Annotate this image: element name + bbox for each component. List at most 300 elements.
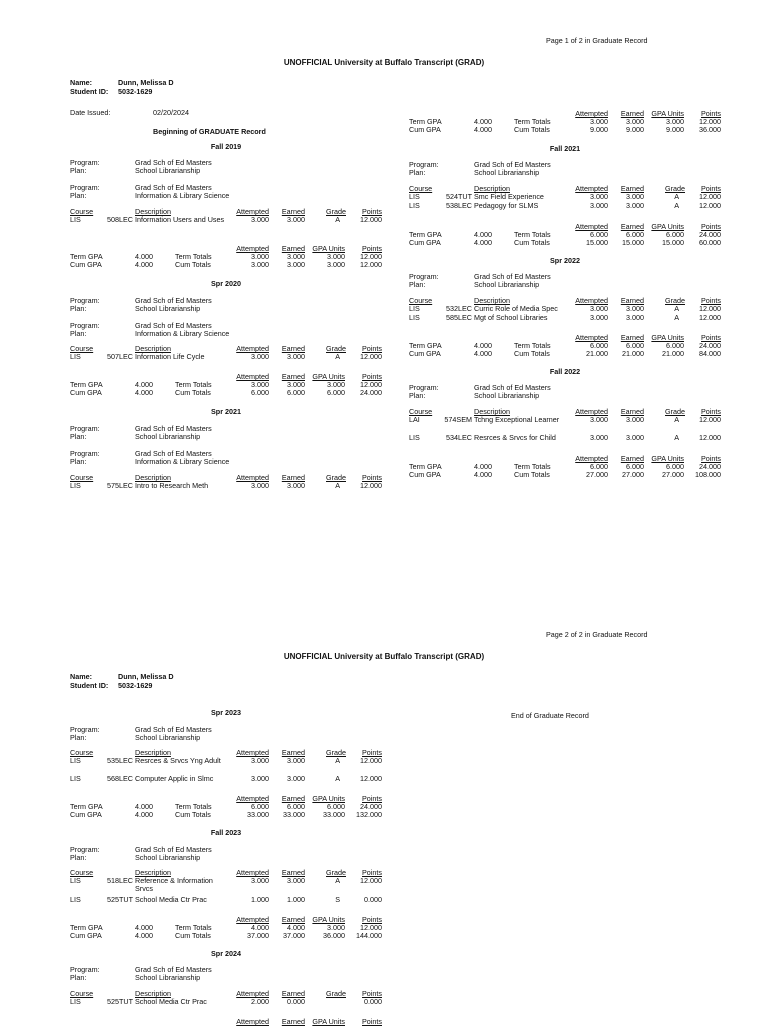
col-description: Description: [135, 748, 171, 757]
col-earned: Earned: [620, 407, 644, 416]
cum-units: 36.000: [323, 931, 345, 940]
term-totals-label: Term Totals: [175, 802, 212, 811]
tot-gpaunits-h: GPA Units: [312, 244, 345, 253]
term-units: 3.000: [666, 117, 684, 126]
course-attempted: 3.000: [251, 756, 269, 765]
course-grade: A: [335, 215, 340, 224]
course-attempted: 1.000: [251, 895, 269, 904]
cum-gpa-label: Cum GPA: [409, 349, 441, 358]
cum-points: 36.000: [699, 125, 721, 134]
course-grade: A: [674, 304, 679, 313]
plan-label: Plan:: [70, 432, 87, 441]
col-grade: Grade: [665, 184, 685, 193]
program-value: Grad Sch of Ed Masters: [135, 424, 212, 433]
term-points: 24.000: [699, 230, 721, 239]
tot-attempted-h: Attempted: [236, 372, 269, 381]
course-number: 568LEC: [107, 774, 133, 783]
col-attempted: Attempted: [236, 989, 269, 998]
course-earned: 1.000: [287, 895, 305, 904]
tot-gpaunits-h: GPA Units: [651, 109, 684, 118]
col-course: Course: [70, 207, 94, 216]
col-attempted: Attempted: [575, 184, 608, 193]
course-subject: LIS: [409, 304, 420, 313]
tot-attempted-h: Attempted: [236, 915, 269, 924]
name-label: Name:: [70, 78, 92, 87]
end-record: End of Graduate Record: [511, 711, 589, 720]
term-earned: 6.000: [626, 341, 644, 350]
course-grade: A: [335, 352, 340, 361]
cum-totals-label: Cum Totals: [514, 125, 550, 134]
course-attempted: 3.000: [590, 201, 608, 210]
course-points: 12.000: [699, 201, 721, 210]
course-description: Resrces & Srvcs for Child: [474, 433, 556, 442]
program-label: Program:: [70, 449, 100, 458]
cum-gpa: 4.000: [135, 810, 153, 819]
course-subject: LIS: [70, 876, 81, 885]
cum-units: 3.000: [327, 260, 345, 269]
program-label: Program:: [70, 965, 100, 974]
col-earned: Earned: [620, 296, 644, 305]
course-attempted: 2.000: [251, 997, 269, 1006]
term-earned: 3.000: [287, 380, 305, 389]
cum-totals-label: Cum Totals: [175, 810, 211, 819]
term-units: 6.000: [666, 230, 684, 239]
course-points: 0.000: [364, 895, 382, 904]
cum-points: 108.000: [695, 470, 721, 479]
tot-gpaunits-h: GPA Units: [312, 794, 345, 803]
transcript-title: UNOFFICIAL University at Buffalo Transcript (GRAD): [283, 58, 485, 67]
cum-earned: 9.000: [626, 125, 644, 134]
cum-totals-label: Cum Totals: [175, 931, 211, 940]
term-title: Fall 2023: [210, 828, 242, 837]
course-earned: 0.000: [287, 997, 305, 1006]
col-description: Description: [474, 407, 510, 416]
tot-points-h: Points: [362, 372, 382, 381]
course-attempted: 3.000: [251, 215, 269, 224]
term-earned: 3.000: [626, 117, 644, 126]
col-attempted: Attempted: [575, 296, 608, 305]
course-attempted: 3.000: [590, 192, 608, 201]
cum-units: 27.000: [662, 470, 684, 479]
cum-earned: 37.000: [283, 931, 305, 940]
course-attempted: 3.000: [590, 304, 608, 313]
cum-totals-label: Cum Totals: [514, 470, 550, 479]
student-name: Dunn, Melissa D: [118, 78, 174, 87]
plan-value: Information & Library Science: [135, 457, 230, 466]
term-gpa-label: Term GPA: [70, 252, 103, 261]
course-points: 12.000: [699, 304, 721, 313]
plan-value: School Librarianship: [135, 166, 201, 175]
course-subject: LIS: [70, 774, 81, 783]
course-attempted: 3.000: [590, 433, 608, 442]
tot-attempted-h: Attempted: [575, 222, 608, 231]
col-course: Course: [409, 407, 433, 416]
cum-gpa-label: Cum GPA: [70, 388, 102, 397]
col-points: Points: [701, 184, 721, 193]
plan-label: Plan:: [70, 973, 87, 982]
course-attempted: 3.000: [251, 352, 269, 361]
term-earned: 3.000: [287, 252, 305, 261]
term-attempted: 6.000: [590, 462, 608, 471]
tot-attempted-h: Attempted: [575, 333, 608, 342]
course-earned: 3.000: [287, 876, 305, 885]
cum-gpa: 4.000: [135, 931, 153, 940]
course-description: Information Users and Uses: [135, 215, 225, 224]
tot-earned-h: Earned: [281, 915, 305, 924]
student-id: 5032-1629: [118, 87, 153, 96]
cum-totals-label: Cum Totals: [514, 238, 550, 247]
term-title: Spr 2023: [211, 708, 241, 717]
program-value: Grad Sch of Ed Masters: [135, 725, 212, 734]
term-title: Fall 2022: [549, 367, 581, 376]
tot-points-h: Points: [362, 1017, 382, 1026]
tot-earned-h: Earned: [281, 1017, 305, 1026]
student-name: Dunn, Melissa D: [118, 672, 174, 681]
course-attempted: 3.000: [590, 313, 608, 322]
term-attempted: 3.000: [251, 380, 269, 389]
term-gpa-label: Term GPA: [70, 923, 103, 932]
cum-earned: 27.000: [622, 470, 644, 479]
course-description: Pedagogy for SLMS: [474, 201, 539, 210]
program-label: Program:: [70, 296, 100, 305]
col-grade: Grade: [326, 473, 346, 482]
term-gpa: 4.000: [135, 923, 153, 932]
tot-points-h: Points: [701, 109, 721, 118]
term-units: 6.000: [666, 341, 684, 350]
plan-value: Information & Library Science: [135, 329, 230, 338]
col-description: Description: [135, 473, 171, 482]
col-course: Course: [70, 473, 94, 482]
tot-points-h: Points: [701, 454, 721, 463]
col-course: Course: [70, 989, 94, 998]
col-attempted: Attempted: [236, 207, 269, 216]
tot-gpaunits-h: GPA Units: [651, 333, 684, 342]
term-earned: 6.000: [626, 230, 644, 239]
course-points: 12.000: [699, 313, 721, 322]
col-description: Description: [135, 989, 171, 998]
course-subject: LIS: [70, 997, 81, 1006]
cum-attempted: 21.000: [586, 349, 608, 358]
term-attempted: 6.000: [590, 230, 608, 239]
course-attempted: 3.000: [251, 774, 269, 783]
course-number: 525TUT: [107, 895, 133, 904]
student-id: 5032-1629: [118, 681, 153, 690]
term-gpa: 4.000: [135, 380, 153, 389]
term-title: Spr 2024: [211, 949, 241, 958]
date-issued: 02/20/2024: [153, 108, 189, 117]
term-attempted: 4.000: [251, 923, 269, 932]
tot-attempted-h: Attempted: [236, 794, 269, 803]
program-label: Program:: [70, 158, 100, 167]
col-course: Course: [409, 296, 433, 305]
cum-points: 132.000: [356, 810, 382, 819]
transcript-title: UNOFFICIAL University at Buffalo Transcript (GRAD): [283, 652, 485, 661]
tot-points-h: Points: [362, 244, 382, 253]
program-label: Program:: [409, 383, 439, 392]
cum-gpa: 4.000: [135, 260, 153, 269]
cum-points: 12.000: [360, 260, 382, 269]
term-points: 24.000: [699, 341, 721, 350]
col-attempted: Attempted: [236, 748, 269, 757]
term-points: 12.000: [699, 117, 721, 126]
course-grade: A: [335, 876, 340, 885]
student-id-label: Student ID:: [70, 681, 109, 690]
course-points: 12.000: [360, 352, 382, 361]
plan-value: School Librarianship: [135, 733, 201, 742]
tot-earned-h: Earned: [620, 222, 644, 231]
col-course: Course: [70, 344, 94, 353]
plan-value: Information & Library Science: [135, 191, 230, 200]
course-description: Resrces & Srvcs Yng Adult: [135, 756, 221, 765]
program-value: Grad Sch of Ed Masters: [474, 160, 551, 169]
course-subject: LIS: [70, 215, 81, 224]
term-units: 3.000: [327, 252, 345, 261]
term-totals-label: Term Totals: [175, 252, 212, 261]
course-description: Information Life Cycle: [135, 352, 205, 361]
term-points: 24.000: [360, 802, 382, 811]
course-subject: LIS: [70, 895, 81, 904]
cum-gpa-label: Cum GPA: [409, 470, 441, 479]
col-earned: Earned: [281, 989, 305, 998]
col-earned: Earned: [281, 868, 305, 877]
course-attempted: 3.000: [251, 876, 269, 885]
plan-value: School Librarianship: [135, 973, 201, 982]
col-earned: Earned: [281, 344, 305, 353]
col-points: Points: [362, 748, 382, 757]
course-number: 524TUT: [446, 192, 472, 201]
term-points: 12.000: [360, 923, 382, 932]
term-gpa: 4.000: [135, 252, 153, 261]
cum-attempted: 3.000: [251, 260, 269, 269]
course-earned: 3.000: [626, 415, 644, 424]
col-attempted: Attempted: [236, 344, 269, 353]
course-number: 534LEC: [446, 433, 472, 442]
program-label: Program:: [70, 845, 100, 854]
cum-attempted: 15.000: [586, 238, 608, 247]
cum-attempted: 27.000: [586, 470, 608, 479]
course-points: 12.000: [360, 215, 382, 224]
course-earned: 3.000: [626, 201, 644, 210]
plan-value: School Librarianship: [135, 853, 201, 862]
course-grade: A: [674, 192, 679, 201]
term-gpa: 4.000: [135, 802, 153, 811]
term-gpa-label: Term GPA: [409, 462, 442, 471]
col-description: Description: [135, 344, 171, 353]
cum-attempted: 33.000: [247, 810, 269, 819]
course-subject: LIS: [70, 481, 81, 490]
tot-points-h: Points: [701, 333, 721, 342]
name-label: Name:: [70, 672, 92, 681]
course-points: 12.000: [360, 774, 382, 783]
course-points: 12.000: [360, 876, 382, 885]
plan-label: Plan:: [409, 391, 426, 400]
plan-value: School Librarianship: [135, 304, 201, 313]
term-gpa: 4.000: [474, 230, 492, 239]
term-gpa: 4.000: [474, 462, 492, 471]
cum-units: 9.000: [666, 125, 684, 134]
cum-gpa-label: Cum GPA: [70, 260, 102, 269]
cum-gpa: 4.000: [474, 125, 492, 134]
plan-label: Plan:: [70, 733, 87, 742]
begin-record: Beginning of GRADUATE Record: [153, 127, 266, 136]
cum-gpa: 4.000: [474, 238, 492, 247]
term-attempted: 6.000: [251, 802, 269, 811]
term-points: 12.000: [360, 252, 382, 261]
col-attempted: Attempted: [236, 868, 269, 877]
tot-earned-h: Earned: [620, 454, 644, 463]
col-earned: Earned: [281, 748, 305, 757]
course-description: Intro to Research Meth: [135, 481, 209, 490]
plan-label: Plan:: [409, 280, 426, 289]
col-points: Points: [362, 868, 382, 877]
col-course: Course: [409, 184, 433, 193]
col-course: Course: [70, 868, 94, 877]
course-description: School Media Ctr Prac: [135, 997, 207, 1006]
term-title: Spr 2020: [211, 279, 241, 288]
program-value: Grad Sch of Ed Masters: [474, 383, 551, 392]
term-earned: 6.000: [626, 462, 644, 471]
course-grade: A: [335, 774, 340, 783]
term-title: Fall 2019: [210, 142, 242, 151]
plan-label: Plan:: [70, 853, 87, 862]
term-totals-label: Term Totals: [175, 923, 212, 932]
course-number: 507LEC: [107, 352, 133, 361]
course-earned: 3.000: [626, 313, 644, 322]
course-number: 508LEC: [107, 215, 133, 224]
cum-gpa: 4.000: [474, 470, 492, 479]
col-course: Course: [70, 748, 94, 757]
course-description: Curric Role of Media Spec: [474, 304, 558, 313]
course-grade: A: [674, 415, 679, 424]
term-units: 6.000: [327, 802, 345, 811]
course-attempted: 3.000: [251, 481, 269, 490]
course-grade: A: [674, 313, 679, 322]
col-grade: Grade: [326, 207, 346, 216]
cum-earned: 21.000: [622, 349, 644, 358]
term-earned: 6.000: [287, 802, 305, 811]
cum-earned: 15.000: [622, 238, 644, 247]
program-label: Program:: [70, 321, 100, 330]
program-label: Program:: [70, 183, 100, 192]
term-title: Fall 2021: [549, 144, 581, 153]
term-points: 24.000: [699, 462, 721, 471]
tot-gpaunits-h: GPA Units: [312, 372, 345, 381]
term-totals-label: Term Totals: [514, 230, 551, 239]
col-grade: Grade: [326, 989, 346, 998]
program-value: Grad Sch of Ed Masters: [135, 321, 212, 330]
course-subject: LIS: [409, 433, 420, 442]
program-value: Grad Sch of Ed Masters: [135, 183, 212, 192]
term-earned: 4.000: [287, 923, 305, 932]
cum-attempted: 9.000: [590, 125, 608, 134]
cum-points: 84.000: [699, 349, 721, 358]
col-attempted: Attempted: [575, 407, 608, 416]
program-label: Program:: [70, 424, 100, 433]
course-number: 518LEC: [107, 876, 133, 885]
cum-earned: 3.000: [287, 260, 305, 269]
col-points: Points: [362, 207, 382, 216]
cum-gpa: 4.000: [135, 388, 153, 397]
cum-attempted: 6.000: [251, 388, 269, 397]
course-subject: LIS: [409, 192, 420, 201]
program-value: Grad Sch of Ed Masters: [474, 272, 551, 281]
plan-value: School Librarianship: [474, 280, 540, 289]
course-subject: LIS: [70, 352, 81, 361]
term-attempted: 6.000: [590, 341, 608, 350]
term-totals-label: Term Totals: [514, 462, 551, 471]
term-title: Spr 2022: [550, 256, 580, 265]
tot-attempted-h: Attempted: [575, 109, 608, 118]
plan-value: School Librarianship: [474, 391, 540, 400]
tot-earned-h: Earned: [281, 372, 305, 381]
cum-units: 6.000: [327, 388, 345, 397]
term-gpa-label: Term GPA: [409, 341, 442, 350]
term-gpa: 4.000: [474, 117, 492, 126]
course-subject: LIS: [70, 756, 81, 765]
course-description: Reference & Information Srvcs: [135, 876, 213, 893]
term-totals-label: Term Totals: [175, 380, 212, 389]
cum-units: 33.000: [323, 810, 345, 819]
term-title: Spr 2021: [211, 407, 241, 416]
cum-gpa-label: Cum GPA: [409, 238, 441, 247]
tot-attempted-h: Attempted: [236, 1017, 269, 1026]
col-earned: Earned: [620, 184, 644, 193]
tot-points-h: Points: [362, 794, 382, 803]
tot-gpaunits-h: GPA Units: [651, 222, 684, 231]
plan-value: School Librarianship: [474, 168, 540, 177]
col-description: Description: [135, 207, 171, 216]
cum-totals-label: Cum Totals: [175, 260, 211, 269]
course-number: 525TUT: [107, 997, 133, 1006]
tot-points-h: Points: [362, 915, 382, 924]
col-description: Description: [474, 296, 510, 305]
course-number: 585LEC: [446, 313, 472, 322]
program-value: Grad Sch of Ed Masters: [135, 965, 212, 974]
cum-totals-label: Cum Totals: [514, 349, 550, 358]
cum-points: 24.000: [360, 388, 382, 397]
cum-totals-label: Cum Totals: [175, 388, 211, 397]
course-description: School Media Ctr Prac: [135, 895, 207, 904]
term-points: 12.000: [360, 380, 382, 389]
course-description: Mgt of School Libraries: [474, 313, 548, 322]
col-grade: Grade: [326, 868, 346, 877]
course-earned: 3.000: [287, 774, 305, 783]
cum-units: 15.000: [662, 238, 684, 247]
course-earned: 3.000: [287, 481, 305, 490]
term-gpa-label: Term GPA: [70, 380, 103, 389]
course-earned: 3.000: [287, 215, 305, 224]
page-header: Page 1 of 2 in Graduate Record: [546, 36, 648, 45]
course-subject: LIS: [409, 313, 420, 322]
course-earned: 3.000: [626, 192, 644, 201]
cum-gpa-label: Cum GPA: [70, 810, 102, 819]
course-description: Computer Applic in Slmc: [135, 774, 214, 783]
course-points: 12.000: [699, 415, 721, 424]
course-number: 575LEC: [107, 481, 133, 490]
term-gpa-label: Term GPA: [70, 802, 103, 811]
tot-gpaunits-h: GPA Units: [651, 454, 684, 463]
term-units: 3.000: [327, 923, 345, 932]
col-description: Description: [474, 184, 510, 193]
col-earned: Earned: [281, 473, 305, 482]
program-value: Grad Sch of Ed Masters: [135, 845, 212, 854]
course-attempted: 3.000: [590, 415, 608, 424]
course-grade: A: [674, 433, 679, 442]
cum-points: 60.000: [699, 238, 721, 247]
plan-label: Plan:: [409, 168, 426, 177]
plan-label: Plan:: [70, 191, 87, 200]
date-issued-label: Date Issued:: [70, 108, 111, 117]
